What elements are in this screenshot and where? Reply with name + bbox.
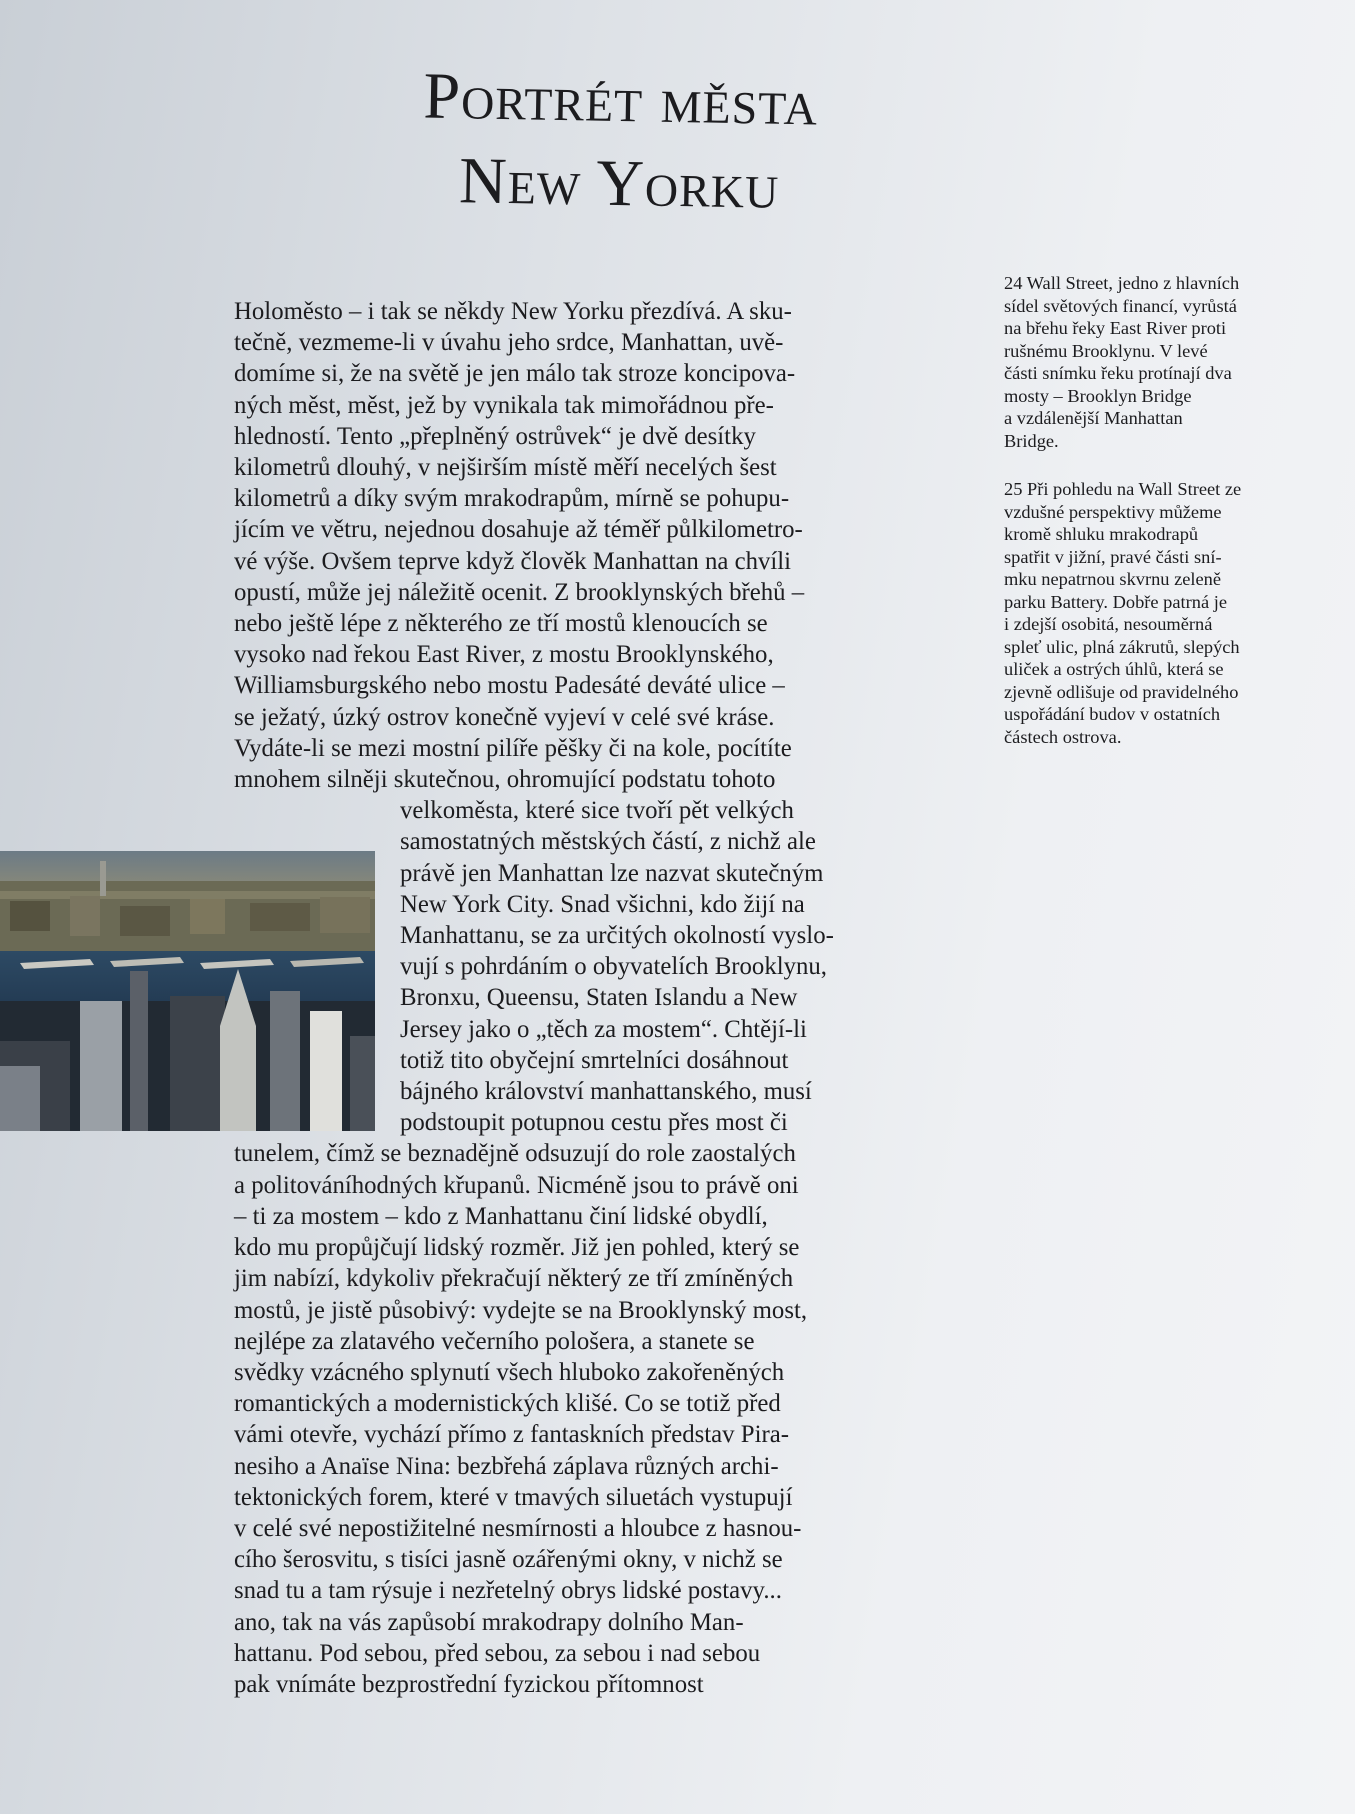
caption-line: mku nepatrnou skvrnu zeleně	[1004, 569, 1222, 589]
body-line: Jersey jako o „těch za mostem“. Chtějí-li	[400, 1015, 807, 1043]
caption-line: vzdušné perspektivy můžeme	[1004, 501, 1222, 522]
caption-line: a vzdálenější Manhattan	[1004, 408, 1183, 428]
caption-line: Bridge.	[1004, 430, 1059, 451]
body-line: podstoupit potupnou cestu přes most či	[400, 1109, 788, 1137]
body-line: vámi otevře, vychází přímo z fantaskních představ Pira-	[234, 1421, 789, 1449]
body-line: Williamsburgského nebo mostu Padesáté deváté ulice –	[234, 672, 785, 700]
body-line: jícím ve větru, nejednou dosahuje až téměř půlkilometro-	[234, 516, 803, 544]
caption-line: na břehu řeky East River proti	[1004, 318, 1227, 338]
body-line: vují s pohrdáním o obyvatelích Brooklynu,	[400, 953, 828, 981]
body-line: totiž tito obyčejní smrtelníci dosáhnout	[400, 1046, 789, 1074]
body-line: ano, tak na vás zapůsobí mrakodrapy dolního Man-	[234, 1608, 744, 1636]
body-line: domíme si, že na světě je jen málo tak stroze koncipova-	[234, 360, 796, 388]
caption-line: části snímku řeku protínají dva	[1004, 363, 1232, 383]
title-line-1: Portrét města	[422, 59, 819, 140]
body-line: tektonických forem, které v tmavých siluetách vystupují	[234, 1483, 793, 1511]
caption-25	[1004, 478, 1324, 748]
body-line: romantických a modernistických klišé. Co se totiž před	[234, 1390, 781, 1418]
body-line: jim nabízí, kdykoliv překračují některý ze tří zmíněných	[234, 1265, 794, 1293]
caption-24	[1004, 272, 1324, 452]
caption-line: rušnému Brooklynu. V levé	[1004, 340, 1208, 361]
body-line: opustí, může jej náležitě ocenit. Z brooklynských břehů –	[234, 578, 805, 606]
caption-line: 24 Wall Street, jedno z hlavních	[1004, 273, 1240, 293]
photo-captions	[1004, 272, 1324, 774]
body-line: ných měst, měst, jež by vynikala tak mimořádnou pře-	[234, 391, 774, 419]
caption-line: parku Battery. Dobře patrná je	[1004, 591, 1227, 612]
body-line: svědky vzácného splynutí všech hluboko zakořeněných	[234, 1358, 785, 1386]
body-line: tečně, vezmeme-li v úvahu jeho srdce, Manhattan, uvě-	[234, 329, 784, 357]
body-line: vé výše. Ovšem teprve když člověk Manhattan na chvíli	[234, 547, 792, 575]
body-line: – ti za mostem – kdo z Manhattanu činí lidské obydlí,	[234, 1202, 768, 1230]
body-line: hattanu. Pod sebou, před sebou, za sebou i nad sebou	[234, 1639, 761, 1667]
body-line: kdo mu propůjčují lidský rozměr. Již jen pohled, který se	[234, 1234, 800, 1262]
page-title	[339, 53, 902, 231]
body-line: cího šerosvitu, s tisíci jasně ozářenými okny, v nichž se	[234, 1546, 783, 1574]
body-line: vysoko nad řekou East River, z mostu Brooklynského,	[234, 641, 774, 669]
caption-line: zjevně odlišuje od pravidelného	[1004, 681, 1239, 702]
body-line: snad tu a tam rýsuje i nezřetelný obrys lidské postavy...	[234, 1577, 782, 1605]
caption-line: částech ostrova.	[1004, 726, 1122, 747]
body-line: kilometrů dlouhý, v nejširším místě měří necelých šest	[234, 454, 777, 482]
body-line: velkoměsta, které sice tvoří pět velkých	[400, 797, 794, 825]
body-line: nebo ještě lépe z některého ze tří mostů klenoucích se	[234, 610, 768, 638]
body-line: New York City. Snad všichni, kdo žijí na	[400, 890, 805, 918]
caption-line: uspořádání budov v ostatních	[1004, 704, 1221, 724]
body-line: Manhattanu, se za určitých okolností vyslo-	[400, 922, 834, 950]
body-line: samostatných městských částí, z nichž ale	[400, 828, 816, 856]
caption-line: uliček a ostrých úhlů, která se	[1004, 659, 1224, 679]
caption-line: i zdejší osobitá, nesouměrná	[1004, 614, 1213, 634]
body-line: Bronxu, Queensu, Staten Islandu a New	[400, 984, 798, 1012]
title-line-2: New Yorku	[458, 144, 780, 223]
body-line: Holoměsto – i tak se někdy New Yorku přezdívá. A sku-	[234, 298, 792, 325]
article-body	[234, 296, 970, 1700]
body-line: právě jen Manhattan lze nazvat skutečným	[400, 859, 824, 887]
body-line: nejlépe za zlatavého večerního pološera, a stanete se	[234, 1327, 755, 1355]
caption-line: kromě shluku mrakodrapů	[1004, 524, 1199, 544]
body-line: Vydáte-li se mezi mostní pilíře pěšky či na kole, pocítíte	[234, 734, 792, 762]
body-line: nesiho a Anaïse Nina: bezbřehá záplava různých archi-	[234, 1452, 779, 1480]
body-line: v celé své nepostižitelné nesmírnosti a hloubce z hasnou-	[234, 1514, 802, 1542]
body-line: a politováníhodných křupanů. Nicméně jsou to právě oni	[234, 1171, 799, 1199]
body-line: mnohem silněji skutečnou, ohromující podstatu tohoto	[234, 766, 776, 794]
caption-line: spatřit v jižní, pravé části sní-	[1004, 546, 1222, 567]
body-line: mostů, je jistě působivý: vydejte se na Brooklynský most,	[234, 1296, 808, 1324]
body-line: tunelem, čímž se beznadějně odsuzují do role zaostalých	[234, 1140, 796, 1168]
body-line: kilometrů a díky svým mrakodrapům, mírně se pohupu-	[234, 485, 790, 513]
body-line: se ježatý, úzký ostrov konečně vyjeví v celé své kráse.	[234, 703, 775, 731]
caption-line: spleť ulic, plná zákrutů, slepých	[1004, 636, 1240, 657]
body-line: bájného království manhattanského, musí	[400, 1078, 812, 1106]
body-line: hledností. Tento „přeplněný ostrůvek“ je dvě desítky	[234, 422, 756, 450]
body-line: pak vnímáte bezprostřední fyzickou přítomnost	[234, 1670, 704, 1698]
caption-line: sídel světových financí, vyrůstá	[1004, 295, 1237, 316]
caption-line: 25 Při pohledu na Wall Street ze	[1004, 479, 1242, 499]
caption-line: mosty – Brooklyn Bridge	[1004, 385, 1192, 406]
